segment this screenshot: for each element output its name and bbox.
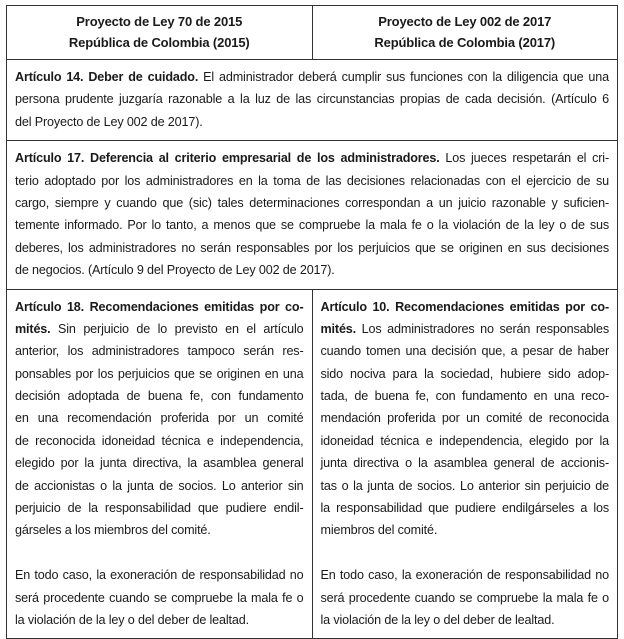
article-text: de accionistas o la junta de socios. Lo anterior sin [15,478,304,493]
text-line [15,214,609,236]
text-line [15,88,609,110]
article-text: perjuicio de la responsabilidad que pudiere endil- [15,501,304,516]
text-line [15,170,609,192]
article-18-cell [7,289,313,639]
text-line [321,430,610,452]
text-line [15,237,609,259]
text-line [15,452,304,474]
text-line [321,452,610,474]
article-14-row [7,60,618,141]
article-text: tas o la junta de socios. Lo anterior sin perjuicio de [320,478,609,493]
text-line [15,192,609,214]
article-text: En todo caso, la exoneración de responsabilidad no [320,568,609,583]
text-line [15,318,304,340]
article-text: ponsables por los perjuicios que se originen en una [15,366,304,381]
text-line [15,497,304,519]
article-text: Sin perjuicio de lo previsto en el artículo [50,321,304,336]
article-text: mendación proferida por un comité de reconocida [320,411,609,426]
text-line [15,259,609,281]
article-title: mités. [320,321,356,336]
text-line [321,497,610,519]
article-text: la responsabilidad que pudiere endilgárseles a los [320,501,609,516]
article-text: miembros del comité. [320,523,438,538]
article-text: terio adoptado por los administradores en la toma de las decisiones relacionadas con el ejercicio de su [15,173,609,188]
article-text: tada, de buena fe, con fundamento en una reco- [320,389,609,404]
paragraph-gap [321,542,610,564]
article-text: persona prudente juzgaría razonable a la luz de las circunstancias propias de cada decisión. (Artículo 6 [15,92,609,107]
text-line [15,111,609,133]
text-line [321,296,610,318]
text-line [321,385,610,407]
article-text: de reconocida idoneidad técnica e independencia, [15,433,304,448]
header-left-line1: Proyecto de Ley 70 de 2015 [76,14,243,29]
article-text: elegido por la junta directiva, la asamblea general [15,456,304,471]
text-line [321,587,610,609]
text-line [321,564,610,586]
text-line [321,318,610,340]
header-left [7,6,313,60]
article-text: la violación de la ley o del deber de lealtad. [15,612,249,627]
text-line [321,609,610,631]
article-title: Artículo 18. Recomendaciones emitidas por co- [15,299,304,314]
article-17-cell [7,141,618,289]
article-text: temente informado. Por lo tanto, a menos que se compruebe la mala fe o la violación de la ley o de sus [15,218,609,233]
article-text: Los jueces respetarán el cri- [439,151,609,166]
text-line [15,363,304,385]
article-title: Artículo 10. Recomendaciones emitidas por co- [320,299,609,314]
text-line [321,407,610,429]
article-text: será procedente cuando se compruebe la mala fe o [320,590,609,605]
text-line [15,430,304,452]
text-line [15,340,304,362]
text-line [321,340,610,362]
text-line [15,147,609,169]
article-text: decisión adoptada de buena fe, con fundamento [15,389,304,404]
article-title: mités. [15,321,51,336]
article-text: anterior, los administradores tampoco serán res- [15,344,304,359]
header-right-line1: Proyecto de Ley 002 de 2017 [378,14,552,29]
recommendations-row [7,289,618,639]
text-line [321,475,610,497]
header-right-line2: República de Colombia (2017) [374,35,556,50]
text-line [15,519,304,541]
text-line [15,609,304,631]
article-text: deberes, los administradores no serán responsables por los perjuicios que se originen en sus decisiones [15,240,609,255]
text-line [15,385,304,407]
article-text: Los administradores no serán responsables [356,321,609,336]
header-row [7,6,618,60]
article-title: Artículo 14. Deber de cuidado. [15,70,199,84]
text-line [15,564,304,586]
article-text: gárseles a los miembros del comité. [15,523,211,538]
article-text: del Proyecto de Ley 002 de 2017). [15,114,203,129]
article-title: Artículo 17. Deferencia al criterio empresarial de los administradores. [15,151,440,166]
article-text: será procedente cuando se compruebe la mala fe o [15,590,304,605]
article-10-cell [312,289,618,639]
text-line [15,66,609,88]
article-text: sido nociva para la sociedad, hubiere sido adop- [320,366,609,381]
article-text: la violación de la ley o del deber de lealtad. [320,612,555,627]
text-line [321,519,610,541]
article-text: En todo caso, la exoneración de responsabilidad no [15,568,304,583]
text-line [321,363,610,385]
paragraph-gap [15,542,304,564]
article-text: en una recomendación proferida por un comité [15,411,304,426]
header-right [312,6,618,60]
article-text: cuando tomen una decisión que, a pesar de haber [320,344,609,359]
comparison-table [6,5,618,639]
article-14-cell [7,60,618,141]
text-line [15,475,304,497]
header-left-line2: República de Colombia (2015) [68,35,250,50]
text-line [15,296,304,318]
article-text: cargo, siempre y cuando que (sic) tales determinaciones correspondan a un juicio razonable y suficien- [15,195,609,210]
text-line [15,587,304,609]
article-text: El administrador deberá cumplir sus funciones con la diligencia que una [198,70,609,84]
text-line [15,407,304,429]
article-text: idoneidad técnica e independencia, elegido por la [320,433,609,448]
article-17-row [7,141,618,289]
article-text: junta directiva o la asamblea general de accionis- [320,456,609,471]
article-text: de negocios. (Artículo 9 del Proyecto de Ley 002 de 2017). [15,263,335,278]
